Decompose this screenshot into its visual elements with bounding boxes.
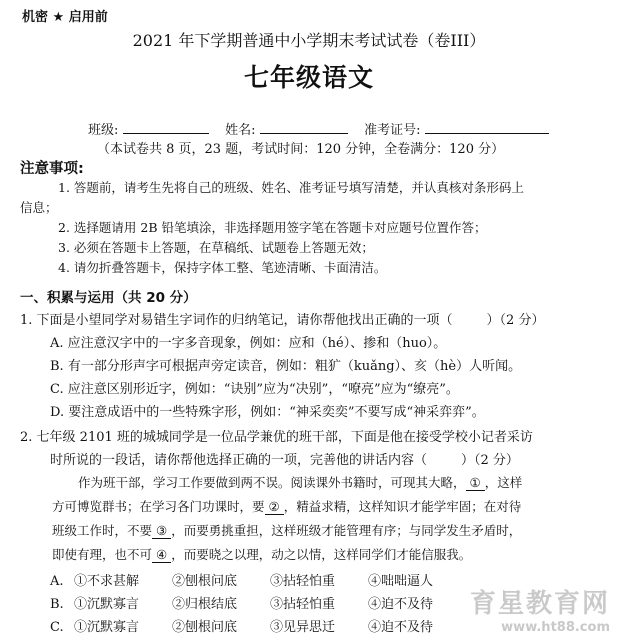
class-blank xyxy=(123,121,209,134)
question-1-option-c: C. 应注意区别形近字，例如：“诀别”应为“决别”，“嘹亮”应为“缭亮”。 xyxy=(50,382,459,397)
question-1-option-b: B. 有一部分形声字可根据声旁定读音，例如：粗犷（kuǎng）、亥（hè）人听闻。 xyxy=(50,359,522,374)
question-2-option-c: C. ①沉默寡言 ②刨根问底 ③见异思迁 ④迫不及待 xyxy=(50,620,434,635)
watermark-url: www.ht88.com xyxy=(501,620,610,635)
question-2-stem-line1: 2. 七年级 2101 班的城城同学是一位品学兼优的班干部，下面是他在接受学校小记者采访 xyxy=(20,430,533,445)
confidential-label: 机密 ★ 启用前 xyxy=(22,10,108,25)
passage-line-1: 作为班干部，学习工作要做到两不误。阅读课外书籍时，可现其大略， ① ，这样 xyxy=(78,475,523,490)
note-item-1-cont: 信息； xyxy=(20,200,58,215)
name-label: 姓名: xyxy=(225,123,256,138)
blank-2: ② xyxy=(265,499,284,515)
passage-line-4: 即使有理，也不可 ④ ，而要晓之以理，动之以情，这样同学们才能信服我。 xyxy=(52,547,472,562)
class-label: 班级: xyxy=(88,123,119,138)
note-item-3: 3. 必须在答题卡上答题，在草稿纸、试题卷上答题无效； xyxy=(58,240,374,255)
note-item-4: 4. 请勿折叠答题卡，保持字体工整、笔迹清晰、卡面清洁。 xyxy=(58,260,387,275)
passage-line-3: 班级工作时，不要 ③ ，而要勇挑重担，这样班级才能管理有序；与同学发生矛盾时， xyxy=(52,523,522,538)
question-2-option-a: A. ①不求甚解 ②刨根问底 ③拈轻怕重 ④咄咄逼人 xyxy=(50,574,434,589)
exam-info: （本试卷共 8 页，23 题，考试时间：120 分钟，全卷满分：120 分） xyxy=(97,142,505,157)
question-2-stem-line2: 时所说的一段话，请你帮他选择正确的一项，完善他的讲话内容（ ）（2 分） xyxy=(50,453,519,468)
question-1-option-d: D. 要注意成语中的一些特殊字形，例如：“神采奕奕”不要写成“神采弈弈”。 xyxy=(50,405,485,420)
ticket-label: 准考证号: xyxy=(364,123,421,138)
question-1-stem: 1. 下面是小望同学对易错生字词作的归纳笔记，请你帮他找出正确的一项（ ）（2 分） xyxy=(20,313,545,328)
ticket-blank xyxy=(425,121,549,134)
question-2-option-b: B. ①沉默寡言 ②归根结底 ③拈轻怕重 ④迫不及待 xyxy=(50,597,434,612)
name-blank xyxy=(260,121,348,134)
question-1-option-a: A. 应注意汉字中的一字多音现象，例如：应和（hé）、掺和（huo）。 xyxy=(50,336,447,351)
blank-3: ③ xyxy=(152,523,171,539)
note-item-1: 1. 答题前，请考生先将自己的班级、姓名、准考证号填写清楚，并认真核对条形码上 xyxy=(58,180,524,195)
blank-1: ① xyxy=(466,475,485,491)
student-info-row xyxy=(88,119,549,138)
blank-4: ④ xyxy=(152,547,171,563)
watermark-brand: 育星教育网 xyxy=(469,589,610,619)
watermark xyxy=(470,583,610,635)
subject-title: 七年级语文 xyxy=(243,63,374,92)
notes-heading: 注意事项: xyxy=(20,161,84,177)
exam-title: 2021 年下学期普通中小学期末考试试卷（卷III） xyxy=(132,31,486,50)
passage-line-2: 方可博览群书；在学习各门功课时，要 ② ，精益求精，这样知识才能学牢固；在对待 xyxy=(52,499,522,514)
note-item-2: 2. 选择题请用 2B 铅笔填涂，非选择题用签字笔在答题卡对应题号位置作答； xyxy=(58,220,487,235)
section-heading: 一、积累与运用（共 20 分） xyxy=(20,290,197,306)
